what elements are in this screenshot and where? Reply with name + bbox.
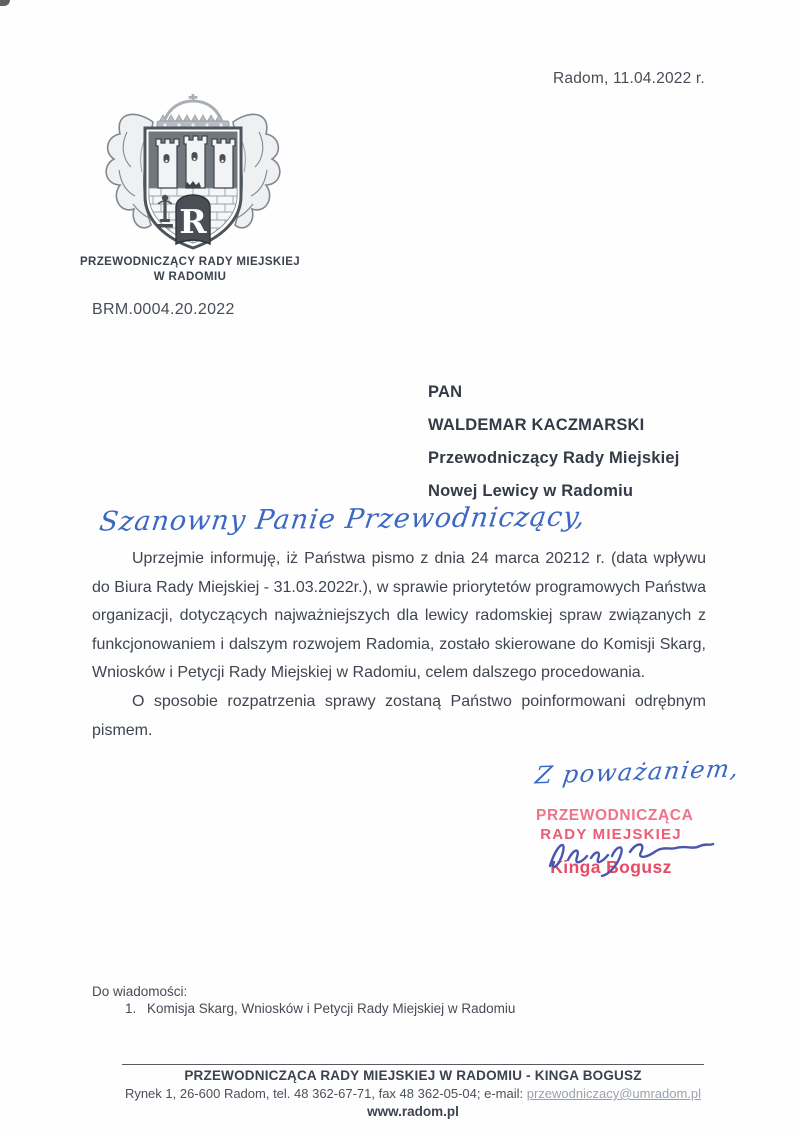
body-paragraph-1: Uprzejmie informuję, iż Państwa pismo z dnia 24 marca 20212 r. (data wpływu do Biura Rady Miejskiej - 31.03.2022r.), w sprawie priorytetów programowych Państwa organizacji, dotyczących najważniejszych dla lewicy radomskiej spraw związanych z funkcjonowaniem i dalszym rozwojem Radomia, zostało skierowane do Komisji Skarg, Wniosków i Petycji Rady Miejskiej w Radomiu, celem dalszego procedowania. — [92, 550, 706, 682]
body-paragraph-2: O sposobie rozpatrzenia sprawy zostaną Państwo poinformowani odrębnym pismem. — [92, 692, 706, 739]
letter-body — [92, 545, 706, 745]
cc-item — [92, 1001, 515, 1016]
handwritten-closing: Z poważaniem, — [533, 754, 742, 790]
shield — [145, 128, 241, 248]
page-footer — [107, 1064, 719, 1119]
letterhead-office-title — [60, 255, 320, 285]
stamp-title-line1: PRZEWODNICZĄCA — [536, 807, 694, 824]
footer-address-text: Rynek 1, 26-600 Radom, tel. 48 362-67-71, fax 48 362-05-04; e-mail: — [124, 1086, 527, 1101]
footer-divider — [122, 1064, 704, 1065]
date-line: Radom, 11.04.2022 r. — [553, 70, 705, 87]
handwritten-salutation: Szanowny Panie Przewodniczący, — [97, 501, 588, 538]
footer-address-line — [107, 1086, 719, 1101]
recipient-salutation-word: PAN — [428, 383, 463, 401]
stamp-title-line2: RADY MIEJSKIEJ — [540, 826, 682, 843]
footer-email-link[interactable]: przewodniczacy@umradom.pl — [526, 1086, 702, 1101]
handwritten-signature — [540, 826, 718, 878]
crown-icon — [157, 94, 229, 129]
footer-office-line: PRZEWODNICZĄCA RADY MIEJSKIEJ W RADOMIU - KINGA BOGUSZ — [184, 1068, 642, 1083]
recipient-title-line1: Przewodniczący Rady Miejskiej — [428, 449, 680, 467]
recipient-name: WALDEMAR KACZMARSKI — [428, 416, 645, 434]
reference-number: BRM.0004.20.2022 — [92, 301, 235, 318]
stamp-name: Kinga Bogusz — [550, 857, 672, 877]
gate — [176, 195, 210, 244]
towers — [156, 136, 235, 188]
office-line1: PRZEWODNICZĄCY RADY MIEJSKIEJ — [79, 256, 301, 268]
scan-artifact — [0, 0, 10, 6]
recipient-block — [428, 376, 680, 508]
cc-block — [92, 984, 515, 1016]
cc-label: Do wiadomości: — [92, 984, 188, 999]
cc-item-number: 1. — [125, 1001, 137, 1016]
crest-letter: R — [179, 202, 207, 241]
cc-item-text: Komisja Skarg, Wniosków i Petycji Rady Miejskiej w Radomiu — [147, 1001, 516, 1016]
footer-website: www.radom.pl — [367, 1104, 459, 1119]
recipient-title-line2: Nowej Lewicy w Radomiu — [428, 482, 634, 500]
office-line2: W RADOMIU — [153, 271, 227, 283]
radom-coat-of-arms — [93, 92, 293, 252]
